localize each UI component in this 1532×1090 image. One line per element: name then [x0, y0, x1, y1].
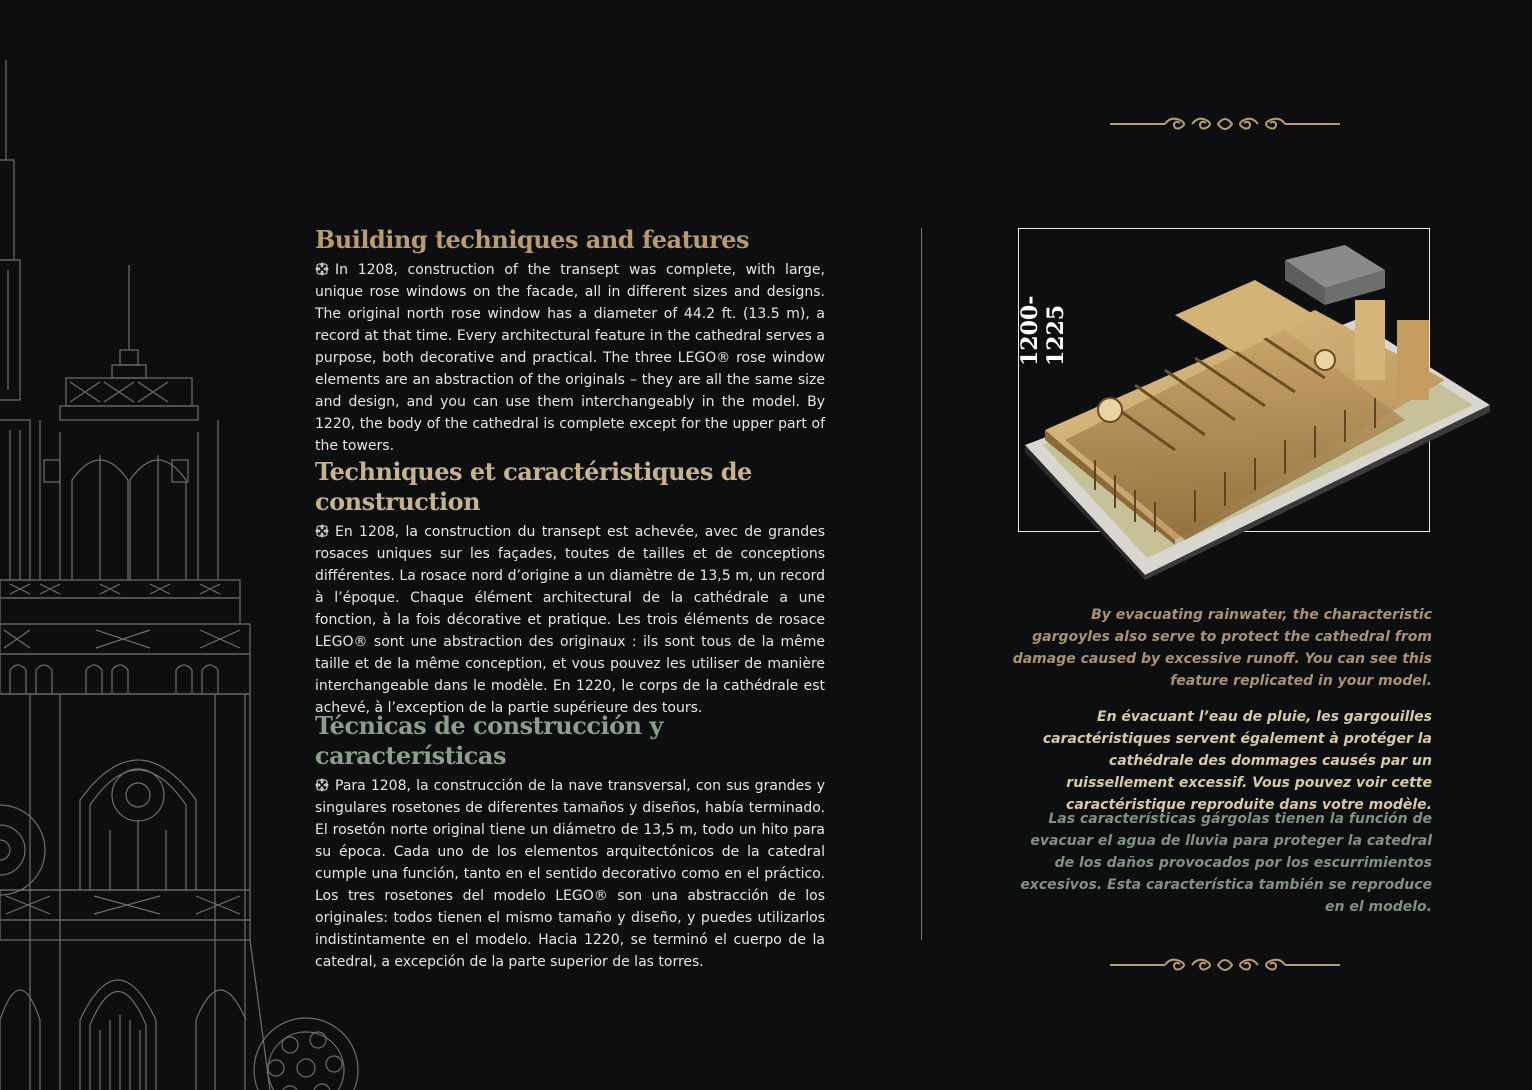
section-heading-fr: Techniques et caractéristiques de construction	[315, 457, 752, 516]
date-range-label: 1200-1225	[1017, 295, 1069, 366]
ornament-top-icon	[1110, 114, 1340, 134]
caption-en: By evacuating rainwater, the characteristic gargoyles also serve to protect the cathedral from damage caused by excessive runoff. You can see this feature replicated in your model.	[1012, 607, 1432, 689]
section-body-fr	[315, 521, 825, 719]
section-fr	[315, 457, 825, 719]
caption-es: Las características gárgolas tienen la función de evacuar el agua de lluvia para proteger la catedral de los daños provocados por los escurrimientos excesivos. Esta característica también se reproduce en el modelo.	[1020, 811, 1432, 915]
section-text-en: In 1208, construction of the transept was complete, with large, unique rose windows on the facade, all in different sizes and designs. The original north rose window has a diameter of 44.2 ft. (13.5 m), a record at that time. Every architectural feature in the cathedral serves a purpose, both decorative and practical. The three LEGO® rose window elements are an abstraction of the originals – they are all the same size and design, and you can use them interchangeably in the model. By 1220, the body of the cathedral is complete except for the upper part of the towers.	[315, 262, 825, 454]
bullet-icon	[315, 262, 329, 276]
section-en	[315, 225, 825, 457]
bullet-icon	[315, 524, 329, 538]
section-text-es: Para 1208, la construcción de la nave transversal, con sus grandes y singulares rosetones de diferentes tamaños y diseños, había terminado. El rosetón norte original tiene un diámetro de 13,5 m, todo un hito para su época. Cada uno de los elementos arquitectónicos de la catedral cumple una función, tanto en el sentido decorativo como en el práctico. Los tres rosetones del modelo LEGO® son una abstracción de los originales: todos tienen el mismo tamaño y diseño, y puedes utilizarlos indistintamente en el modelo. Hacia 1220, se terminó el cuerpo de la catedral, a excepción de la parte superior de las torres.	[315, 778, 825, 970]
section-heading-en: Building techniques and features	[315, 225, 750, 254]
section-body-es	[315, 775, 825, 973]
bullet-icon	[315, 778, 329, 792]
column-divider	[921, 228, 922, 940]
ornament-bottom-icon	[1110, 955, 1340, 975]
lego-cathedral-model-image	[1025, 240, 1500, 580]
caption-fr: En évacuant l’eau de pluie, les gargouilles caractéristiques servent également à protéger la cathédrale des dommages causés par un ruissellement excessif. Vous pouvez voir cette caractéristique reproduite dans votre modèle.	[1042, 709, 1432, 813]
section-body-en	[315, 259, 825, 457]
section-es	[315, 711, 825, 973]
section-heading-es: Técnicas de construcción y características	[315, 711, 663, 770]
section-text-fr: En 1208, la construction du transept est achevée, avec de grandes rosaces uniques sur les façades, toutes de tailles et de conceptions différentes. La rosace nord d’origine a un diamètre de 13,5 m, un record à l’époque. Chaque élément architectural de la cathédrale a une fonction, à la fois décorative et pratique. Les trois éléments de rosace LEGO® sont une abstraction des originaux : ils sont tous de la même taille et de la même conception, et vous pouvez les utiliser de manière interchangeable dans le modèle. En 1220, le corps de la cathédrale est achevé, à l’exception de la partie supérieure des tours.	[315, 524, 825, 716]
